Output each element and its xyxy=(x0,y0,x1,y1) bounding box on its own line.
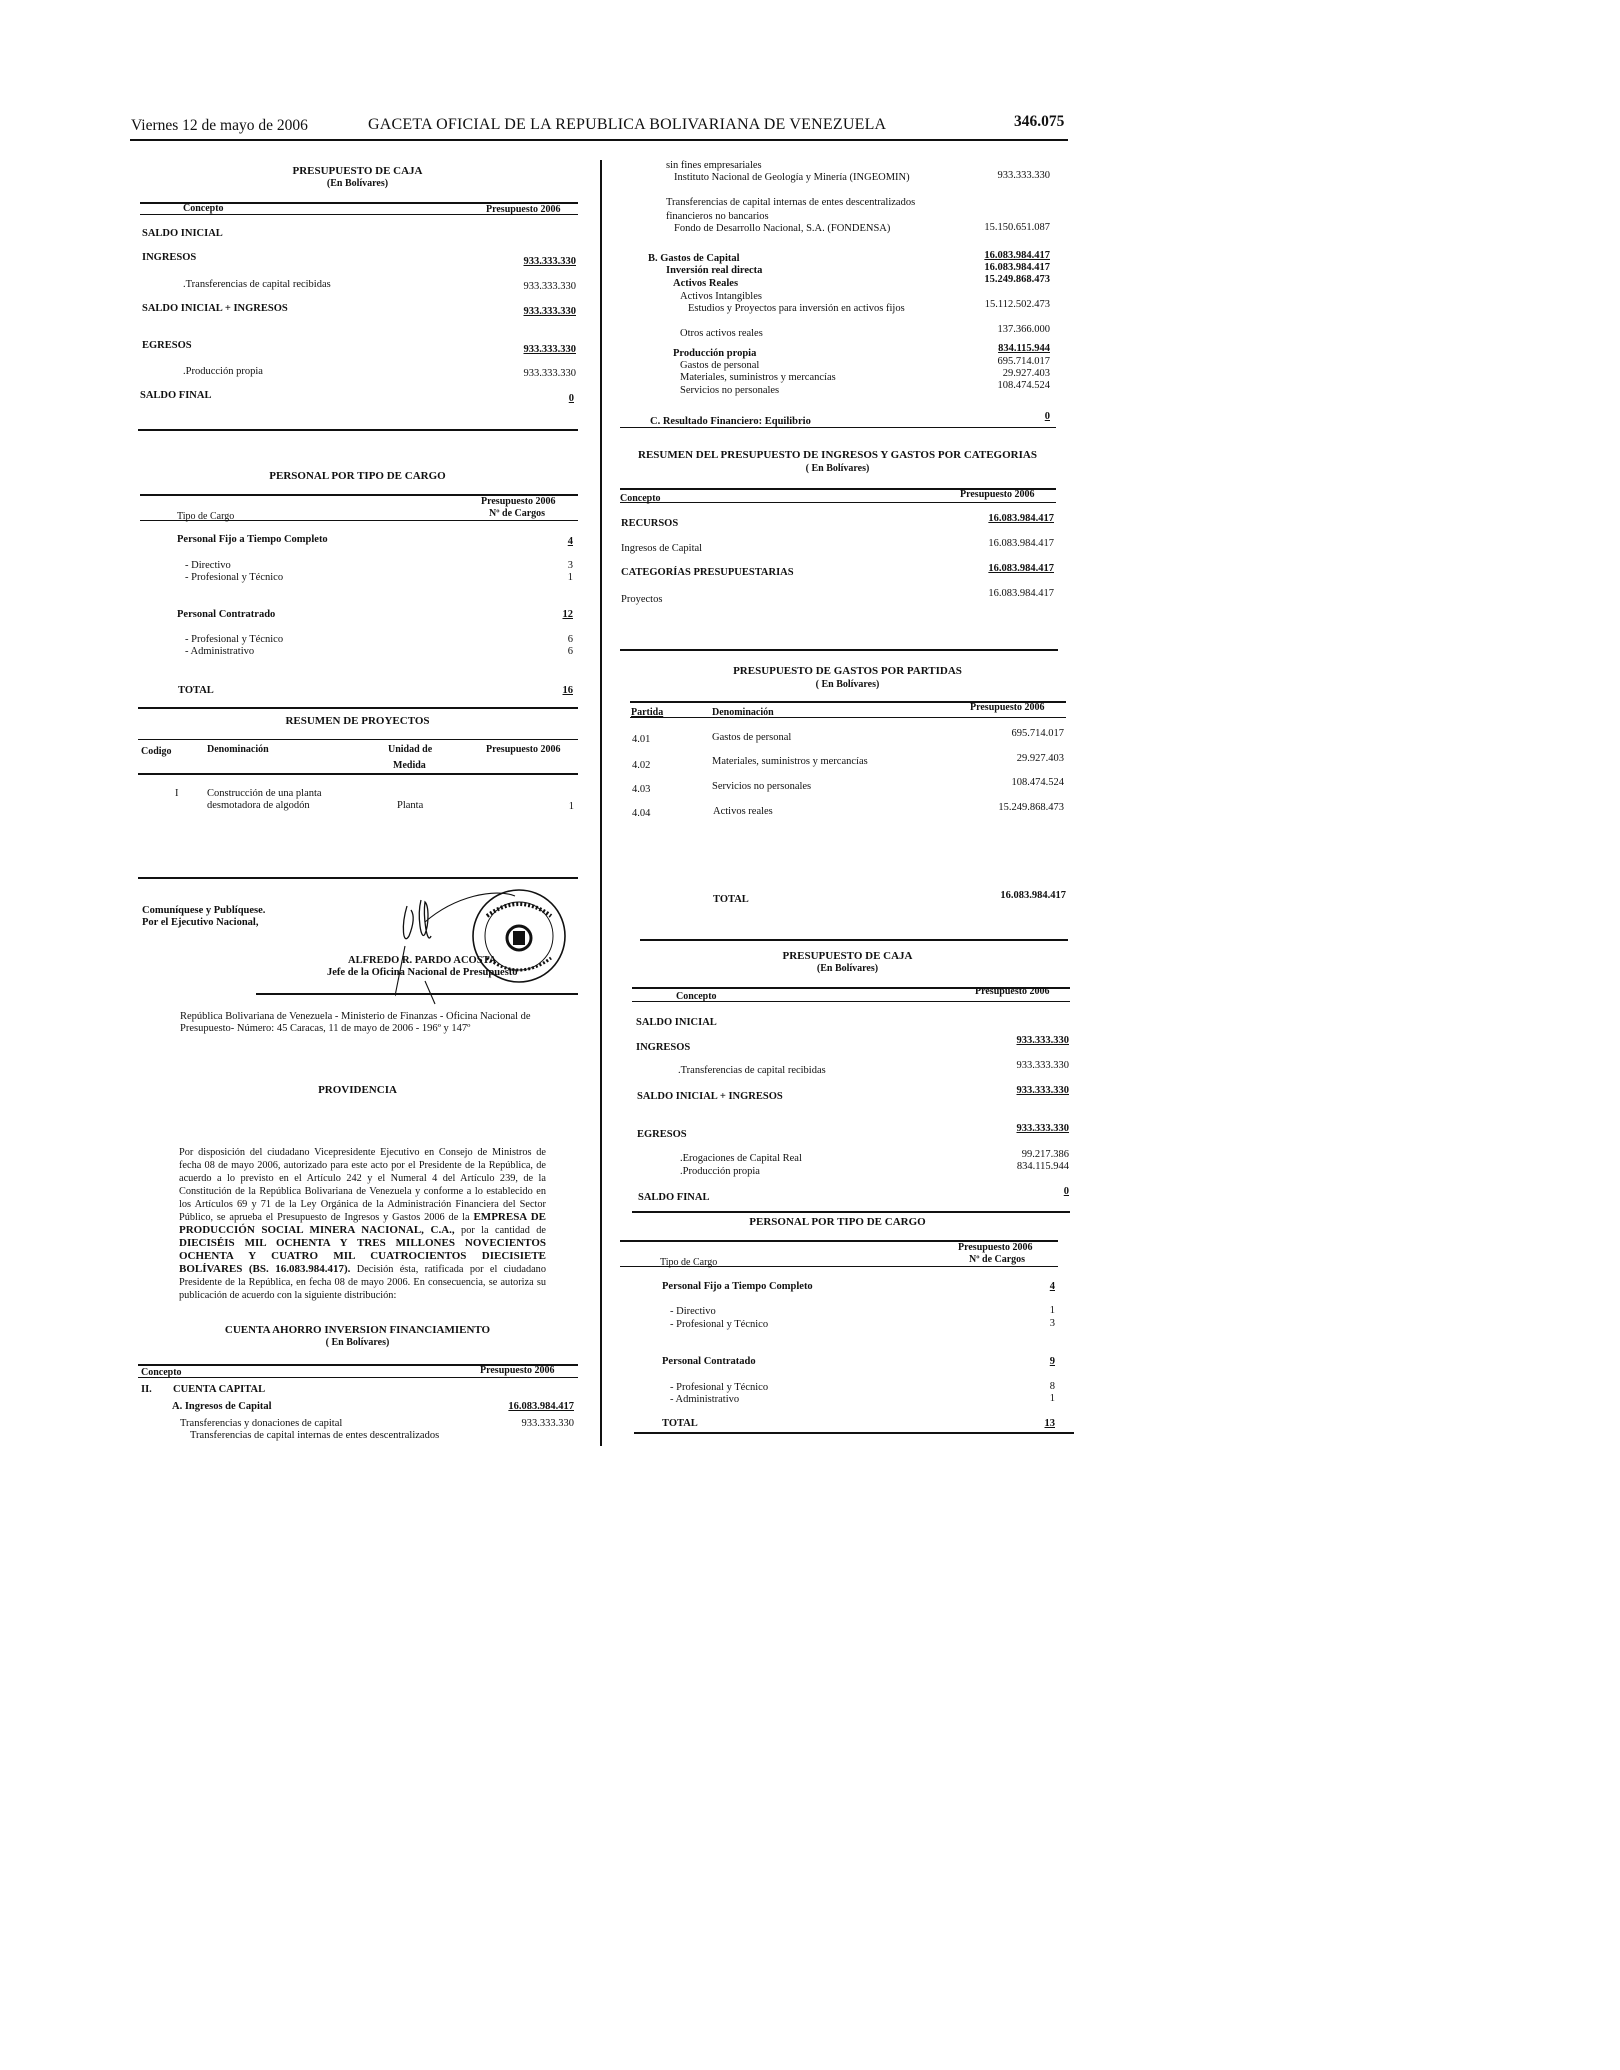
fondensa-label: Fondo de Desarrollo Nacional, S.A. (FONDENSA) xyxy=(674,223,891,234)
intangibles-label: Activos Intangibles xyxy=(680,291,762,302)
transf-value: 933.333.330 xyxy=(1016,1060,1069,1071)
gastos-personal-label: Gastos de personal xyxy=(680,360,760,371)
saldo-final-value: 0 xyxy=(568,393,574,404)
ii-number: II. xyxy=(141,1384,152,1395)
sin-fines-label: sin fines empresariales xyxy=(666,160,762,171)
saldo-ingresos-value: 933.333.330 xyxy=(523,306,576,317)
servicios-label: Servicios no personales xyxy=(680,385,780,396)
rule xyxy=(620,1266,1058,1267)
rule xyxy=(630,717,1066,718)
col-count: Nº de Cargos xyxy=(969,1254,1026,1265)
transf-internas-label: Transferencias de capital internas de entes descentralizados xyxy=(666,197,916,208)
transf-value: 933.333.330 xyxy=(523,281,576,292)
contratado-value: 9 xyxy=(1049,1356,1055,1367)
partida-code: 4.01 xyxy=(632,734,651,745)
col-type: Tipo de Cargo xyxy=(660,1257,718,1268)
partida-name: Servicios no personales xyxy=(712,781,812,792)
ingresos-label: INGRESOS xyxy=(636,1042,691,1053)
rule xyxy=(138,773,578,775)
page-number: 346.075 xyxy=(1014,113,1065,130)
otros-activos-label: Otros activos reales xyxy=(680,328,763,339)
rule xyxy=(632,1001,1070,1002)
rule xyxy=(620,649,1058,651)
proyectos-value: 16.083.984.417 xyxy=(988,588,1054,599)
issue-date: Viernes 12 de mayo de 2006 xyxy=(131,117,308,134)
col-name: Denominación xyxy=(712,707,774,718)
project-name-line2: desmotadora de algodón xyxy=(207,800,310,811)
directivo-label: - Directivo xyxy=(670,1306,716,1317)
materiales-label: Materiales, suministros y mercancías xyxy=(680,372,836,383)
ingresos-capital-value: 16.083.984.417 xyxy=(988,538,1054,549)
rule xyxy=(138,1377,578,1378)
signatory-name: ALFREDO R. PARDO ACOSTA xyxy=(348,955,497,966)
egresos-label: EGRESOS xyxy=(637,1129,687,1140)
produccion-value: 834.115.944 xyxy=(1016,1161,1069,1172)
rule xyxy=(138,429,578,431)
section-title: RESUMEN DE PROYECTOS xyxy=(285,715,430,727)
contratado-label: Personal Contratado xyxy=(662,1356,756,1367)
providencia-amount: DIECISÉIS MIL OCHENTA Y TRES MILLONES NOVECIENTOS OCHENTA Y CUATRO MIL CUATROCIENTOS DIECISIETE BOLÍVARES (BS. 16.083.984.417). xyxy=(179,1237,546,1275)
providencia-text-a: Por disposición del ciudadano Vicepresidente Ejecutivo en Consejo de Ministros de fecha 08 de mayo 2006, autorizado para este acto por el Presidente de la República, de acuerdo a lo previsto en el Artículo 242 y el Numeral 4 del Artículo 239, de la Constitución de la República Bolivariana de Venezuela y conforme a lo establecido en los Artículos 69 y 71 de la Ley Orgánica de la Administración Financiera del Sector Público, se aprueba el Presupuesto de Ingresos y Gastos 2006 de la xyxy=(179,1147,546,1223)
profesional2-value: 8 xyxy=(1049,1381,1055,1392)
saldo-ingresos-label: SALDO INICIAL + INGRESOS xyxy=(637,1091,783,1102)
administrativo-label: - Administrativo xyxy=(670,1394,740,1405)
produccion-value: 933.333.330 xyxy=(523,368,576,379)
signature-and-seal-icon xyxy=(395,886,575,1006)
saldo-inicial-label: SALDO INICIAL xyxy=(636,1017,717,1028)
column-divider xyxy=(600,160,602,1446)
partida-value: 695.714.017 xyxy=(1011,728,1064,739)
saldo-ingresos-label: SALDO INICIAL + INGRESOS xyxy=(142,303,288,314)
partida-code: 4.04 xyxy=(632,808,651,819)
saldo-final-value: 0 xyxy=(1063,1186,1069,1197)
section-title: RESUMEN DEL PRESUPUESTO DE INGRESOS Y GASTOS POR CATEGORIAS xyxy=(638,449,1037,461)
partida-code: 4.03 xyxy=(632,784,651,795)
transferencias-internas-label: Transferencias de capital internas de entes descentralizados xyxy=(190,1430,440,1441)
profesional2-value: 6 xyxy=(567,634,573,645)
egresos-value: 933.333.330 xyxy=(523,344,576,355)
rule xyxy=(620,502,1056,503)
ingresos-capital-label: Ingresos de Capital xyxy=(621,543,703,554)
col-budget: Presupuesto 2006 xyxy=(958,1242,1033,1253)
profesional2-label: - Profesional y Técnico xyxy=(185,634,284,645)
servicios-value: 108.474.524 xyxy=(997,380,1050,391)
rule xyxy=(138,877,578,879)
providencia-text xyxy=(179,1146,546,1302)
administrativo-label: - Administrativo xyxy=(185,646,255,657)
col-count: Nº de Cargos xyxy=(489,508,546,519)
col-unit-line2: Medida xyxy=(393,760,426,771)
col-concept: Concepto xyxy=(141,1367,182,1378)
egresos-value: 933.333.330 xyxy=(1016,1123,1069,1134)
administrativo-value: 1 xyxy=(1049,1393,1055,1404)
ingresos-label: INGRESOS xyxy=(142,252,197,263)
col-unit-line1: Unidad de xyxy=(388,744,433,755)
rule xyxy=(140,520,578,521)
col-concept: Concepto xyxy=(620,493,661,504)
erogaciones-value: 99.217.386 xyxy=(1021,1149,1069,1160)
estudios-label: Estudios y Proyectos para inversión en activos fijos xyxy=(688,303,905,314)
gazette-title: GACETA OFICIAL DE LA REPUBLICA BOLIVARIANA DE VENEZUELA xyxy=(368,116,887,133)
col-budget: Presupuesto 2006 xyxy=(975,986,1050,997)
col-budget: Presupuesto 2006 xyxy=(960,489,1035,500)
partida-name: Activos reales xyxy=(713,806,773,817)
rule xyxy=(138,739,578,740)
proyectos-label: Proyectos xyxy=(621,594,663,605)
col-budget: Presupuesto 2006 xyxy=(486,744,561,755)
signatory-role: Jefe de la Oficina Nacional de Presupuesto xyxy=(327,967,518,978)
providencia-text-e: Decisión ésta, ratificada por el ciudadano Presidente de la República, en fecha 08 de mayo 2006. En consecuencia, se autoriza su publicación de acuerdo con la siguiente distribución: xyxy=(179,1264,546,1301)
col-type: Tipo de Cargo xyxy=(177,511,235,522)
section-unit: (En Bolívares) xyxy=(326,178,389,189)
sign-line2: Por el Ejecutivo Nacional, xyxy=(142,917,259,928)
profesional-value: 1 xyxy=(567,572,573,583)
transferencias-value: 933.333.330 xyxy=(521,1418,574,1429)
directivo-value: 3 xyxy=(567,560,573,571)
rule xyxy=(640,939,1068,941)
project-unit: Planta xyxy=(397,800,424,811)
section-title: PRESUPUESTO DE GASTOS POR PARTIDAS xyxy=(733,665,962,677)
col-budget: Presupuesto 2006 xyxy=(970,702,1045,713)
recursos-value: 16.083.984.417 xyxy=(988,513,1054,524)
inversion-value: 16.083.984.417 xyxy=(984,262,1050,273)
fijo-value: 4 xyxy=(567,536,573,547)
partida-name: Gastos de personal xyxy=(712,732,792,743)
fijo-value: 4 xyxy=(1049,1281,1055,1292)
col-name: Denominación xyxy=(207,744,269,755)
produccion-label: .Producción propia xyxy=(183,366,263,377)
total-value: 16 xyxy=(562,685,573,696)
administrativo-value: 6 xyxy=(567,646,573,657)
transf-label: .Transferencias de capital recibidas xyxy=(678,1065,826,1076)
rule xyxy=(138,707,578,709)
partida-value: 15.249.868.473 xyxy=(998,802,1064,813)
fijo-label: Personal Fijo a Tiempo Completo xyxy=(662,1281,813,1292)
col-concept: Concepto xyxy=(183,203,224,214)
materiales-value: 29.927.403 xyxy=(1002,368,1050,379)
col-budget: Presupuesto 2006 xyxy=(481,496,556,507)
otros-activos-value: 137.366.000 xyxy=(997,324,1050,335)
total-value: 13 xyxy=(1044,1418,1055,1429)
providencia-company: EMPRESA DE PRODUCCIÓN SOCIAL MINERA NACIONAL, C.A., xyxy=(179,1211,546,1236)
contratado-label: Personal Contratrado xyxy=(177,609,276,620)
gastos-capital-value: 16.083.984.417 xyxy=(984,250,1050,261)
project-value: 1 xyxy=(568,801,574,812)
directivo-label: - Directivo xyxy=(185,560,231,571)
produccion-label: .Producción propia xyxy=(680,1166,760,1177)
project-code: I xyxy=(175,788,179,799)
total-label: TOTAL xyxy=(662,1418,698,1429)
resultado-label: C. Resultado Financiero: Equilibrio xyxy=(650,416,811,427)
ingresos-value: 933.333.330 xyxy=(523,256,576,267)
cuenta-capital-label: CUENTA CAPITAL xyxy=(173,1384,266,1395)
directivo-value: 1 xyxy=(1049,1305,1055,1316)
total-label: TOTAL xyxy=(178,685,214,696)
total-value: 16.083.984.417 xyxy=(1000,890,1066,901)
produccion-propia-value: 834.115.944 xyxy=(998,343,1050,354)
rule xyxy=(620,427,1056,428)
transferencias-label: Transferencias y donaciones de capital xyxy=(180,1418,343,1429)
section-unit: ( En Bolívares) xyxy=(805,463,870,474)
contratado-value: 12 xyxy=(562,609,573,620)
activos-reales-value: 15.249.868.473 xyxy=(984,274,1050,285)
estudios-value: 15.112.502.473 xyxy=(984,299,1050,310)
ingresos-value: 933.333.330 xyxy=(1016,1035,1069,1046)
profesional2-label: - Profesional y Técnico xyxy=(670,1382,769,1393)
profesional-label: - Profesional y Técnico xyxy=(185,572,284,583)
recursos-label: RECURSOS xyxy=(621,518,679,529)
reference-line2: Presupuesto- Número: 45 Caracas, 11 de mayo de 2006 - 196º y 147º xyxy=(180,1023,471,1034)
activos-reales-label: Activos Reales xyxy=(673,278,739,289)
project-name-line1: Construcción de una planta xyxy=(207,788,322,799)
saldo-final-label: SALDO FINAL xyxy=(140,390,212,401)
saldo-inicial-label: SALDO INICIAL xyxy=(142,228,223,239)
transf-label: .Transferencias de capital recibidas xyxy=(183,279,331,290)
fondensa-value: 15.150.651.087 xyxy=(984,222,1050,233)
section-unit: (En Bolívares) xyxy=(816,963,879,974)
header-rule xyxy=(130,139,1068,141)
ingeomin-value: 933.333.330 xyxy=(997,170,1050,181)
profesional-value: 3 xyxy=(1049,1318,1055,1329)
total-label: TOTAL xyxy=(713,894,749,905)
providencia-text-c: por la cantidad de xyxy=(454,1225,546,1236)
section-unit: ( En Bolívares) xyxy=(325,1337,390,1348)
resultado-value: 0 xyxy=(1044,411,1050,422)
partida-value: 108.474.524 xyxy=(1011,777,1064,788)
col-code: Codigo xyxy=(141,746,172,757)
sign-line1: Comuníquese y Publíquese. xyxy=(142,905,266,916)
egresos-label: EGRESOS xyxy=(142,340,192,351)
partida-value: 29.927.403 xyxy=(1016,753,1064,764)
col-budget: Presupuesto 2006 xyxy=(486,204,561,215)
fijo-label: Personal Fijo a Tiempo Completo xyxy=(177,534,328,545)
financieros-label: financieros no bancarios xyxy=(666,211,769,222)
partida-code: 4.02 xyxy=(632,760,651,771)
section-title: PRESUPUESTO DE CAJA xyxy=(292,165,423,177)
rule xyxy=(140,214,578,215)
rule xyxy=(256,993,578,995)
section-title: PERSONAL POR TIPO DE CARGO xyxy=(749,1216,926,1228)
produccion-propia-label: Producción propia xyxy=(673,348,757,359)
erogaciones-label: .Erogaciones de Capital Real xyxy=(680,1153,802,1164)
ingresos-capital-label: A. Ingresos de Capital xyxy=(172,1401,272,1412)
col-budget: Presupuesto 2006 xyxy=(480,1365,555,1376)
gastos-personal-value: 695.714.017 xyxy=(997,356,1050,367)
col-partida: Partida xyxy=(631,707,664,718)
section-title: PRESUPUESTO DE CAJA xyxy=(782,950,913,962)
saldo-ingresos-value: 933.333.330 xyxy=(1016,1085,1069,1096)
rule xyxy=(632,1211,1070,1213)
col-concept: Concepto xyxy=(676,991,717,1002)
providencia-title: PROVIDENCIA xyxy=(318,1084,397,1096)
saldo-final-label: SALDO FINAL xyxy=(638,1192,710,1203)
partida-name: Materiales, suministros y mercancías xyxy=(712,756,868,767)
ingeomin-label: Instituto Nacional de Geología y Minería (INGEOMIN) xyxy=(674,172,910,183)
inversion-label: Inversión real directa xyxy=(666,265,763,276)
gastos-capital-label: B. Gastos de Capital xyxy=(648,253,740,264)
rule xyxy=(634,1432,1074,1434)
section-title: PERSONAL POR TIPO DE CARGO xyxy=(269,470,446,482)
ingresos-capital-value: 16.083.984.417 xyxy=(508,1401,574,1412)
section-unit: ( En Bolívares) xyxy=(815,679,880,690)
profesional-label: - Profesional y Técnico xyxy=(670,1319,769,1330)
section-title: CUENTA AHORRO INVERSION FINANCIAMIENTO xyxy=(224,1324,491,1336)
reference-line1: República Bolivariana de Venezuela - Ministerio de Finanzas - Oficina Nacional de xyxy=(180,1011,531,1022)
categorias-value: 16.083.984.417 xyxy=(988,563,1054,574)
categorias-label: CATEGORÍAS PRESUPUESTARIAS xyxy=(621,567,794,578)
